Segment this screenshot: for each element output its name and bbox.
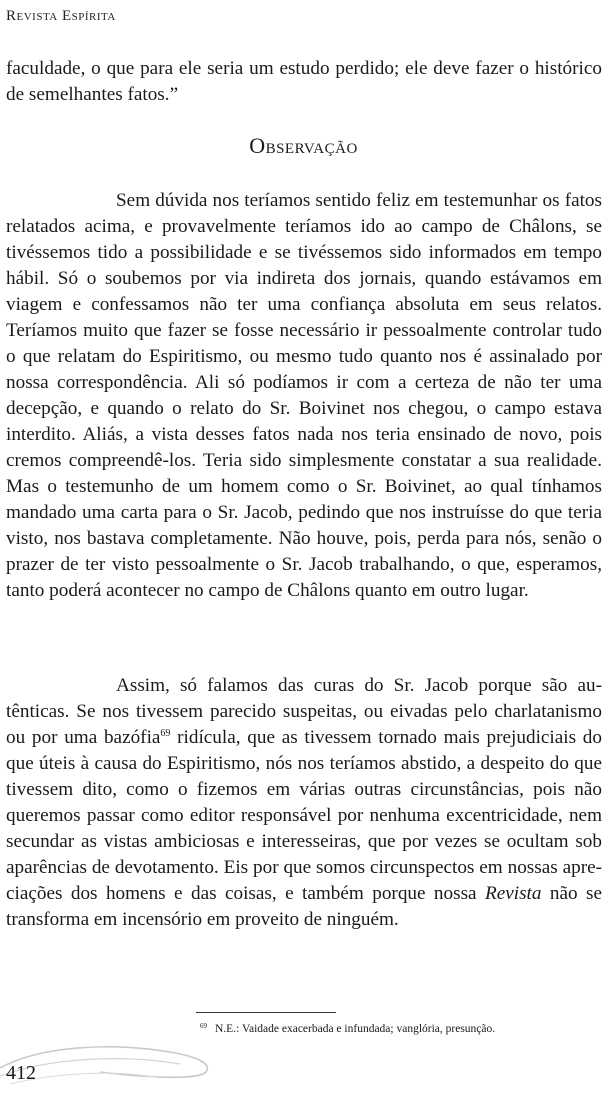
- footnote-number: 69: [200, 1022, 207, 1030]
- paragraph-observation-2: [6, 673, 602, 933]
- footnote-text: N.E.: Vaidade exacerbada e infundada; vanglória, presunção.: [215, 1023, 496, 1035]
- footnote: [200, 1019, 495, 1036]
- paragraph-text: não se transforma em incensório em proveito de ninguém.: [6, 883, 603, 930]
- paragraph-observation-1: Sem dúvida nos teríamos sentido feliz em testemunhar os fatos relatados acima, e provavelmente teríamos ido ao campo de Châlons, se tivéssemos tido a possibilidade e se tivéssemos sido informados em tempo hábil. Só o soubemos por via indireta dos jornais, quando estávamos em viagem e confessamos não ter uma confiança absoluta em seus relatos. Teríamos muito que fazer se fosse necessário ir pessoalmente controlar tudo o que relatam do Espiritismo, ou mesmo tudo quanto nos é assinalado por nossa correspondência. Ali só podíamos ir com a certeza de não ter uma decepção, e quando o relato do Sr. Boivinet nos chegou, o campo estava interdito. Aliás, a vista desses fatos nada nos teria ensinado de novo, pois cremos compreendê-los. Teria sido simplesmente constatar a sua realidade. Mas o testemunho de um homem como o Sr. Boivinet, ao qual tínhamos mandado uma carta para o Sr. Jacob, pedindo que nos instruísse do que teria visto, nos bastava completamente. Não houve, pois, perda para nós, senão o prazer de ter visto pessoalmente o Sr. Jacob trabalhando, o que, esperamos, tanto poderá acontecer no campo de Châlons quanto em outro lugar.: [6, 190, 602, 601]
- footnote-divider: [196, 1012, 336, 1013]
- continuation-paragraph: faculdade, o que para ele seria um estudo perdido; ele deve fazer o histórico de semelhantes fatos.”: [6, 58, 602, 105]
- page-number: 412: [6, 1062, 36, 1084]
- paragraph-text: Assim, só falamos das curas do Sr. Jacob porque são autênticas. Se nos tivessem parecido suspeitas, ou eivadas pelo charlatanismo ou por uma bazófia: [6, 675, 602, 748]
- running-head: Revista Espírita: [6, 8, 116, 24]
- footnote-reference[interactable]: 69: [160, 728, 171, 739]
- paragraph-text: ridícula, que as tivessem tornado mais prejudiciais do que úteis à causa do Espiritismo, nós nos teríamos abstido, a despeito do que tivessem dito, como o fizemos em várias outras circunstâncias, pois não queremos passar como editor responsável por nenhuma excentricidade, nem secundar as vistas ambiciosas e interesseiras, que por vezes se ocultam sob aparências de devotamento. Eis por que somos circunspectos em nossas apreciações dos homens e das coisas, e também porque nossa: [6, 727, 602, 904]
- section-title: Observação: [249, 133, 358, 158]
- journal-title: Revista: [485, 883, 542, 904]
